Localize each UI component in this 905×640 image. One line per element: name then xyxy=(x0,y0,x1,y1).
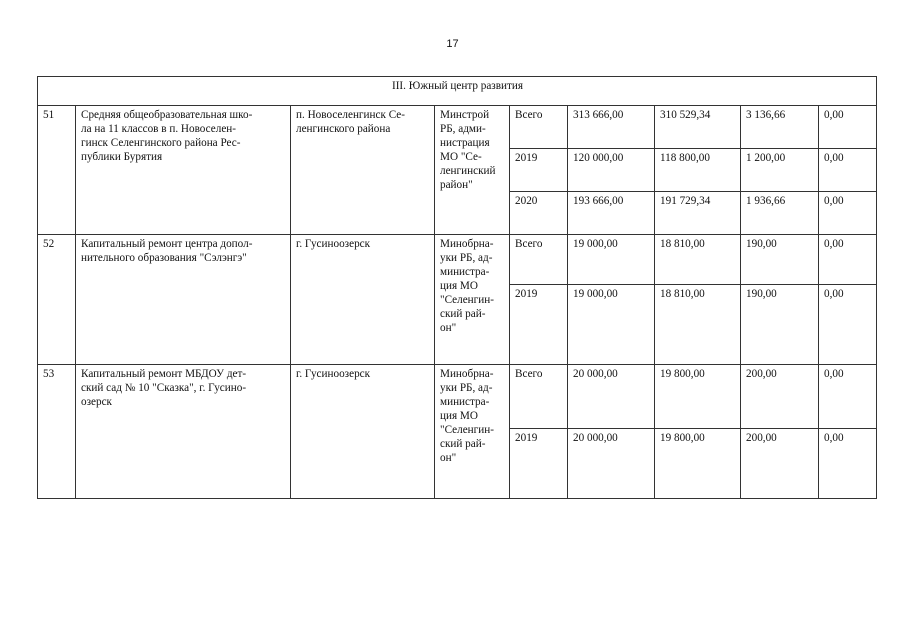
funding-federal: 18 810,00 xyxy=(655,235,741,285)
table-row xyxy=(38,235,877,285)
page-number: 17 xyxy=(446,38,459,50)
project-responsible: Минстрой РБ, адми- нистрация МО "Се- ленгинский район" xyxy=(435,106,510,235)
funding-year: 2019 xyxy=(510,285,568,365)
funding-total: 120 000,00 xyxy=(568,149,655,192)
project-location: г. Гусиноозерск xyxy=(291,235,435,365)
table-row xyxy=(38,365,877,429)
funding-total: 19 000,00 xyxy=(568,285,655,365)
project-location: г. Гусиноозерск xyxy=(291,365,435,499)
funding-local: 0,00 xyxy=(819,235,877,285)
funding-federal: 191 729,34 xyxy=(655,192,741,235)
project-location: п. Новоселенгинск Се- ленгинского района xyxy=(291,106,435,235)
funding-year: 2019 xyxy=(510,429,568,499)
funding-local: 0,00 xyxy=(819,285,877,365)
funding-regional: 200,00 xyxy=(741,429,819,499)
projects-table xyxy=(37,76,877,499)
funding-federal: 19 800,00 xyxy=(655,429,741,499)
funding-total: 313 666,00 xyxy=(568,106,655,149)
project-number: 52 xyxy=(38,235,76,365)
funding-total: 193 666,00 xyxy=(568,192,655,235)
table-row xyxy=(38,106,877,149)
funding-year: 2020 xyxy=(510,192,568,235)
project-responsible: Минобрна- уки РБ, ад- министра- ция МО "Селенгин- ский рай- он" xyxy=(435,365,510,499)
funding-federal: 118 800,00 xyxy=(655,149,741,192)
project-responsible: Минобрна- уки РБ, ад- министра- ция МО "Селенгин- ский рай- он" xyxy=(435,235,510,365)
funding-regional: 1 936,66 xyxy=(741,192,819,235)
funding-local: 0,00 xyxy=(819,106,877,149)
funding-year: Всего xyxy=(510,365,568,429)
funding-regional: 200,00 xyxy=(741,365,819,429)
project-name: Средняя общеобразовательная шко- ла на 11 классов в п. Новоселен- гинск Селенгинского района Рес- публики Бурятия xyxy=(76,106,291,235)
funding-year: Всего xyxy=(510,106,568,149)
funding-regional: 1 200,00 xyxy=(741,149,819,192)
project-number: 51 xyxy=(38,106,76,235)
funding-federal: 19 800,00 xyxy=(655,365,741,429)
project-name: Капитальный ремонт центра допол- нительного образования "Сэлэнгэ" xyxy=(76,235,291,365)
funding-year: Всего xyxy=(510,235,568,285)
funding-local: 0,00 xyxy=(819,149,877,192)
section-title: III. Южный центр развития xyxy=(38,77,877,106)
funding-local: 0,00 xyxy=(819,429,877,499)
funding-total: 20 000,00 xyxy=(568,365,655,429)
funding-year: 2019 xyxy=(510,149,568,192)
funding-federal: 18 810,00 xyxy=(655,285,741,365)
section-header-row xyxy=(38,77,877,106)
project-name: Капитальный ремонт МБДОУ дет- ский сад № 10 "Сказка", г. Гусино- озерск xyxy=(76,365,291,499)
funding-regional: 190,00 xyxy=(741,235,819,285)
funding-total: 19 000,00 xyxy=(568,235,655,285)
funding-regional: 3 136,66 xyxy=(741,106,819,149)
funding-regional: 190,00 xyxy=(741,285,819,365)
funding-local: 0,00 xyxy=(819,192,877,235)
funding-federal: 310 529,34 xyxy=(655,106,741,149)
funding-local: 0,00 xyxy=(819,365,877,429)
funding-total: 20 000,00 xyxy=(568,429,655,499)
project-number: 53 xyxy=(38,365,76,499)
